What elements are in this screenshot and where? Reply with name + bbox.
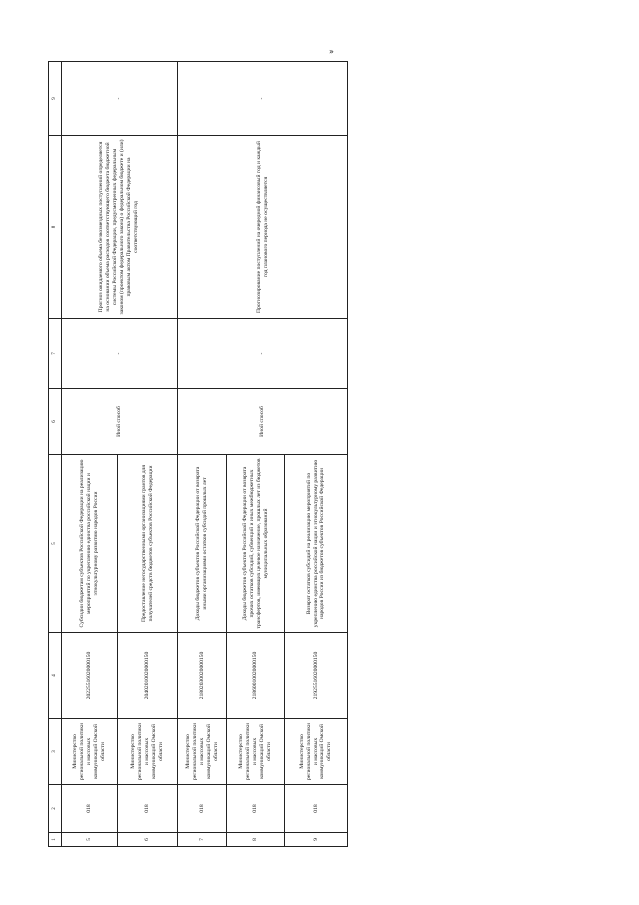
revenue-description: Субсидии бюджетам субъектов Российской Федерации на реализацию мероприятий по укреплению единства российской нации и этнокультурному развитию народов России [61,455,118,633]
admin-name: Министерство региональной политики и массовых коммуникаций Омской области [227,719,285,785]
col-number: 7 [49,319,62,389]
row-number: 7 [178,833,227,847]
admin-code: 018 [178,785,227,833]
col-number: 8 [49,136,62,319]
col-number: 9 [49,62,62,136]
col9-value: - [61,62,177,136]
table-row [178,62,227,847]
revenue-description: Предоставление негосударственными организациями грантов для получателей средств бюджетов субъектов Российской Федерации [118,455,178,633]
col-number: 2 [49,785,62,833]
col7-value: - [178,319,348,389]
col-number: 6 [49,389,62,455]
calc-method: Иной способ [61,389,177,455]
rotated-table-wrapper [48,62,348,847]
admin-name: Министерство региональной политики и массовых коммуникаций Омской области [118,719,178,785]
revenue-code: 21860010020000150 [227,633,285,719]
revenue-code: 21925516020000150 [285,633,348,719]
table-row [61,62,118,847]
revenue-code: 20225516020000150 [61,633,118,719]
continuation-mark: » [329,47,334,56]
admin-code: 018 [61,785,118,833]
revenue-code: 21802030020000150 [178,633,227,719]
admin-code: 018 [227,785,285,833]
forecast-method-description: Прогноз ожидаемого объема безвозмездных поступлений определяется на основании объема расходов соответствующего бюджета бюджетной системы Российской Федерации, предусмотренных федеральным законом (проектом федерального закона) о федеральном бюджете и (или) правовым актом Правительства Российской Федерации на соответствующий год [61,136,177,319]
row-number: 8 [227,833,285,847]
revenue-forecast-table [48,61,348,847]
row-number: 5 [61,833,118,847]
col7-value: - [61,319,177,389]
forecast-method-description: Прогнозирование поступлений на очередной финансовый год и каждый год планового периода не осуществляется [178,136,348,319]
calc-method: Иной способ [178,389,348,455]
admin-code: 018 [118,785,178,833]
admin-name: Министерство региональной политики и массовых коммуникаций Омской области [178,719,227,785]
col-number: 1 [49,833,62,847]
revenue-description: Доходы бюджетов субъектов Российской Федерации от возврата прочих остатков субсидий, субвенций и иных межбюджетных трансфертов, имеющих целевое назначение, прошлых лет из бюджетов муниципальных образований [227,455,285,633]
col-number: 4 [49,633,62,719]
revenue-code: 20402010020000150 [118,633,178,719]
col9-value: - [178,62,348,136]
revenue-description: Возврат остатков субсидий на реализацию мероприятий по укреплению единства российской нации и этнокультурному развитию народов России из бюджетов субъектов Российской Федерации [285,455,348,633]
admin-code: 018 [285,785,348,833]
admin-name: Министерство региональной политики и массовых коммуникаций Омской области [61,719,118,785]
row-number: 6 [118,833,178,847]
admin-name: Министерство региональной политики и массовых коммуникаций Омской области [285,719,348,785]
column-number-row [49,62,62,847]
col-number: 5 [49,455,62,633]
revenue-description: Доходы бюджетов субъектов Российской Федерации от возврата иными организациями остатков субсидий прошлых лет [178,455,227,633]
col-number: 3 [49,719,62,785]
row-number: 9 [285,833,348,847]
